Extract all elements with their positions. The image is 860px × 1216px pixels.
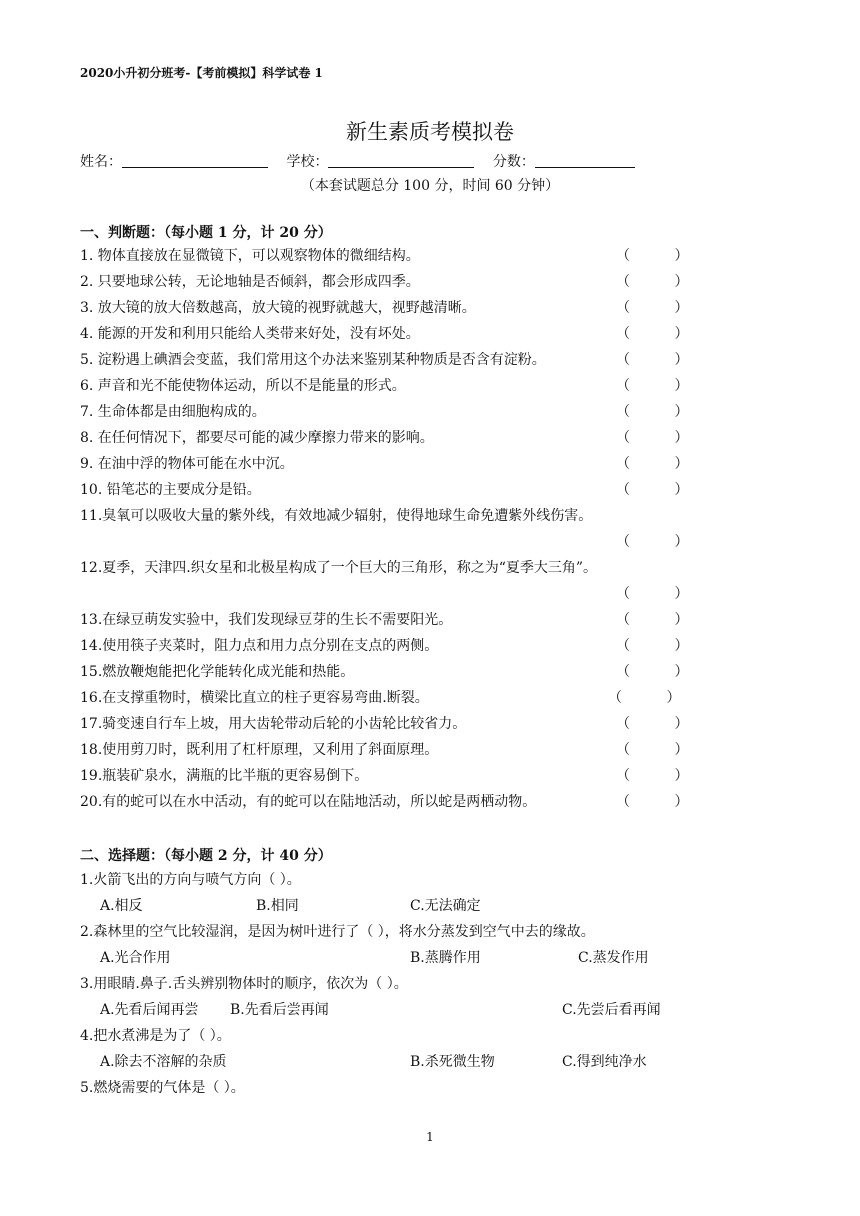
mc-option: B.蒸腾作用 <box>410 950 481 966</box>
answer-paren: （ ） <box>616 586 689 602</box>
page-title: 新生素质考模拟卷 <box>346 120 514 144</box>
tf-item: 1. 物体直接放在显微镜下，可以观察物体的微细结构。 <box>80 248 420 264</box>
tf-item: 18.使用剪刀时，既利用了杠杆原理，又利用了斜面原理。 <box>80 742 439 758</box>
answer-paren: （ ） <box>616 378 689 394</box>
exam-note: （本套试题总分 100 分，时间 60 分钟） <box>300 178 560 194</box>
mc-option: C.蒸发作用 <box>578 950 649 966</box>
tf-item: 7. 生命体都是由细胞构成的。 <box>80 404 266 420</box>
answer-paren: （ ） <box>616 638 689 654</box>
mc-option: A.光合作用 <box>100 950 171 966</box>
tf-item: 14.使用筷子夹菜时，阻力点和用力点分别在支点的两侧。 <box>80 638 439 654</box>
tf-item: 11.臭氧可以吸收大量的紫外线，有效地减少辐射，使得地球生命免遭紫外线伤害。 <box>80 508 593 524</box>
answer-paren: （ ） <box>616 794 689 810</box>
score-label: 分数： <box>492 154 535 170</box>
answer-paren: （ ） <box>616 742 689 758</box>
tf-item: 15.燃放鞭炮能把化学能转化成光能和热能。 <box>80 664 355 680</box>
mc-option: B.先看后尝再闻 <box>230 1002 329 1018</box>
answer-paren: （ ） <box>616 534 689 550</box>
answer-paren: （ ） <box>616 404 689 420</box>
mc-option: C.得到纯净水 <box>562 1054 647 1070</box>
section2-heading: 二、选择题：（每小题 2 分，计 40 分） <box>80 848 332 864</box>
mc-option: A.相反 <box>100 898 143 914</box>
tf-item: 20.有的蛇可以在水中活动，有的蛇可以在陆地活动，所以蛇是两栖动物。 <box>80 794 537 810</box>
answer-paren: （ ） <box>616 716 689 732</box>
tf-item: 2. 只要地球公转，无论地轴是否倾斜，都会形成四季。 <box>80 274 420 290</box>
answer-paren: （ ） <box>616 352 689 368</box>
tf-item: 13.在绿豆萌发实验中，我们发现绿豆芽的生长不需要阳光。 <box>80 612 453 628</box>
mc-option: B.杀死微生物 <box>410 1054 495 1070</box>
section1-heading: 一、判断题：（每小题 1 分，计 20 分） <box>80 225 332 241</box>
answer-paren: （ ） <box>616 664 689 680</box>
answer-paren: （ ） <box>616 482 689 498</box>
tf-item: 12.夏季，天津四.织女星和北极星构成了一个巨大的三角形，称之为“夏季大三角”。 <box>80 560 598 576</box>
tf-item: 17.骑变速自行车上坡，用大齿轮带动后轮的小齿轮比较省力。 <box>80 716 467 732</box>
school-blank <box>328 153 474 168</box>
mc-option: A.先看后闻再尝 <box>100 1002 199 1018</box>
answer-paren: （ ） <box>616 612 689 628</box>
tf-item: 9. 在油中浮的物体可能在水中沉。 <box>80 456 294 472</box>
mc-question: 4.把水煮沸是为了（ ）。 <box>80 1028 231 1044</box>
answer-paren: （ ） <box>616 768 689 784</box>
answer-paren: （ ） <box>616 248 689 264</box>
mc-option: C.无法确定 <box>410 898 481 914</box>
tf-item: 5. 淀粉遇上碘酒会变蓝，我们常用这个办法来鉴别某种物质是否含有淀粉。 <box>80 352 546 368</box>
tf-item: 8. 在任何情况下，都要尽可能的减少摩擦力带来的影响。 <box>80 430 434 446</box>
tf-item: 19.瓶装矿泉水，满瓶的比半瓶的更容易倒下。 <box>80 768 369 784</box>
tf-item: 6. 声音和光不能使物体运动，所以不是能量的形式。 <box>80 378 406 394</box>
mc-question: 5.燃烧需要的气体是（ ）。 <box>80 1080 245 1096</box>
answer-paren: （ ） <box>616 456 689 472</box>
page-number: 1 <box>426 1130 434 1144</box>
tf-item: 4. 能源的开发和利用只能给人类带来好处，没有坏处。 <box>80 326 420 342</box>
mc-option: B.相同 <box>256 898 299 914</box>
answer-paren: （ ） <box>616 300 689 316</box>
mc-option: A.除去不溶解的杂质 <box>100 1054 227 1070</box>
school-label: 学校： <box>286 154 329 170</box>
info-row <box>80 151 780 171</box>
tf-item: 3. 放大镜的放大倍数越高，放大镜的视野就越大，视野越清晰。 <box>80 300 476 316</box>
tf-item: 16.在支撑重物时，横梁比直立的柱子更容易弯曲.断裂。 <box>80 690 429 706</box>
page-header: 2020小升初分班考-【考前模拟】科学试卷 1 <box>80 66 323 80</box>
name-label: 姓名： <box>80 154 122 170</box>
mc-question: 2.森林里的空气比较湿润，是因为树叶进行了（ ），将水分蒸发到空气中去的缘故。 <box>80 924 595 940</box>
mc-question: 1.火箭飞出的方向与喷气方向（ ）。 <box>80 872 301 888</box>
mc-option: C.先尝后看再闻 <box>562 1002 661 1018</box>
answer-paren: （ ） <box>616 274 689 290</box>
mc-question: 3.用眼睛.鼻子.舌头辨别物体时的顺序，依次为（ ）。 <box>80 976 408 992</box>
name-blank <box>122 153 268 168</box>
answer-paren: （ ） <box>616 326 689 342</box>
answer-paren: （ ） <box>608 690 681 706</box>
tf-item: 10. 铅笔芯的主要成分是铅。 <box>80 482 261 498</box>
answer-paren: （ ） <box>616 430 689 446</box>
score-blank <box>535 153 635 168</box>
